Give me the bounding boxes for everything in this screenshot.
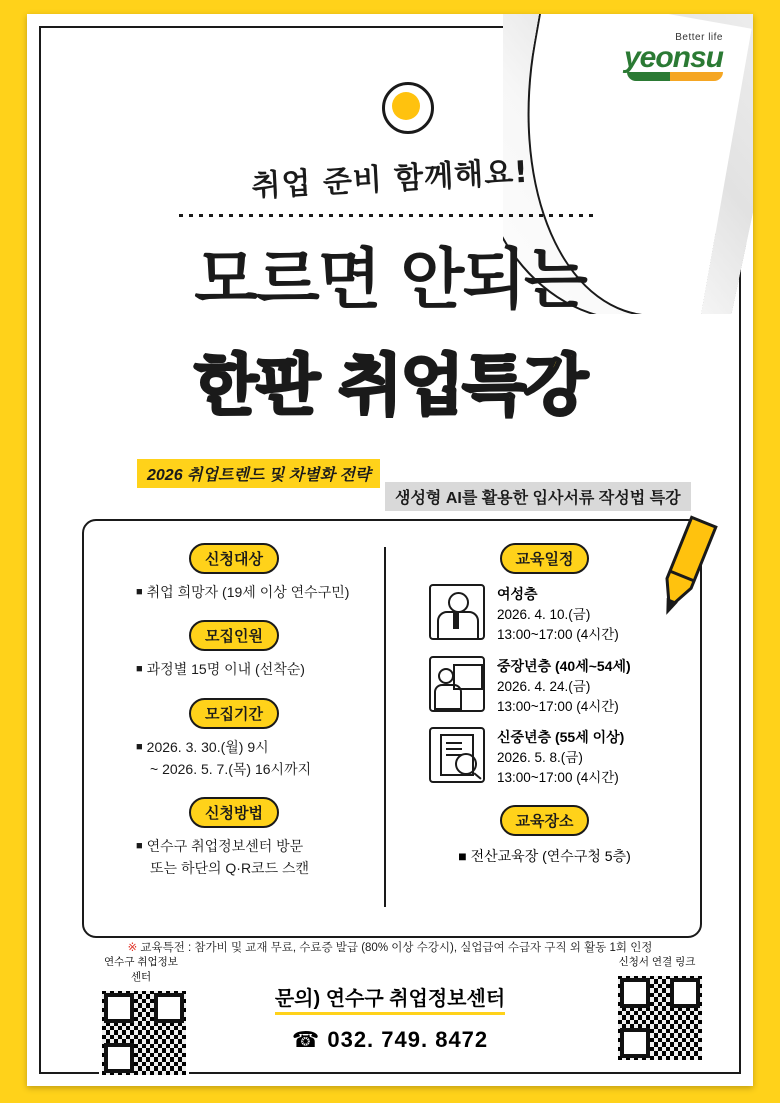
session-date: 2026. 4. 24.(금) [497, 678, 591, 694]
lecturer-board-icon [429, 656, 485, 712]
session-time: 13:00~17:00 (4시간) [497, 627, 619, 643]
woman-speaker-icon [429, 584, 485, 640]
qr-left-caption: 연수구 취업정보센터 [104, 956, 178, 983]
session-date: 2026. 5. 8.(금) [497, 750, 583, 765]
logo-wordmark: yeonsu [623, 41, 723, 74]
target-text: ■ 취업 희망자 (19세 이상 연수구민) [136, 584, 350, 600]
document-search-icon [429, 727, 485, 783]
session-audience: 중장년층 (40세~54세) [497, 657, 631, 674]
period-text-1: ■ 2026. 3. 30.(월) 9시 [136, 738, 269, 755]
contact-phone: ☎ 032. 749. 8472 [291, 1027, 489, 1052]
hole-punch-icon [382, 82, 434, 134]
tag-target: 신청대상 [189, 543, 279, 574]
apply-text-2: 또는 하단의 Q·R코드 스캔 [150, 860, 310, 877]
tag-schedule: 교육일정 [500, 543, 590, 574]
session-audience: 신중년층 (55세 이상) [497, 729, 625, 745]
logo-tagline: Better life [675, 32, 723, 43]
session-date: 2026. 4. 10.(금) [497, 607, 591, 622]
apply-text-1: ■ 연수구 취업정보센터 방문 [136, 838, 304, 855]
subtitle-track-2: 생성형 AI를 활용한 입사서류 작성법 특강 [385, 482, 691, 511]
tag-period: 모집기간 [189, 698, 279, 729]
contact-org: 문의) 연수구 취업정보센터 [275, 982, 505, 1015]
tag-count: 모집인원 [189, 620, 279, 651]
headline-line2: 한판 취업특강 [194, 347, 586, 424]
qr-right-caption: 신청서 연결 링크 [618, 956, 696, 968]
session-row [429, 727, 700, 789]
tag-place: 교육장소 [500, 805, 590, 836]
session-time: 13:00~17:00 (4시간) [497, 770, 619, 786]
card-divider [384, 547, 386, 907]
poster [27, 14, 753, 1086]
info-card [82, 519, 702, 938]
dotted-divider [179, 214, 599, 217]
headline-script: 취업 준비 함께해요! [250, 154, 530, 205]
yeonsu-logo [624, 32, 723, 81]
period-text-2: ~ 2026. 5. 7.(목) 16시까지 [150, 760, 312, 777]
place-text: ■ 전산교육장 (연수구청 5층) [458, 847, 631, 864]
headline-line1: 모르면 안되는 [194, 241, 586, 318]
card-left-column [84, 543, 384, 889]
footnote: ※ 교육특전 : 참가비 및 교재 무료, 수료증 발급 (80% 이상 수강시), 실업급여 수급자 구직 외 활동 1회 인정 [127, 942, 653, 954]
session-audience: 여성층 [497, 586, 538, 602]
contact-block [27, 982, 753, 1053]
session-time: 13:00~17:00 (4시간) [497, 698, 619, 714]
session-row [429, 656, 700, 718]
count-text: ■ 과정별 15명 이내 (선착순) [136, 661, 305, 678]
subtitle-track-1: 2026 취업트렌드 및 차별화 전략 [137, 459, 380, 488]
tag-apply: 신청방법 [189, 797, 279, 828]
